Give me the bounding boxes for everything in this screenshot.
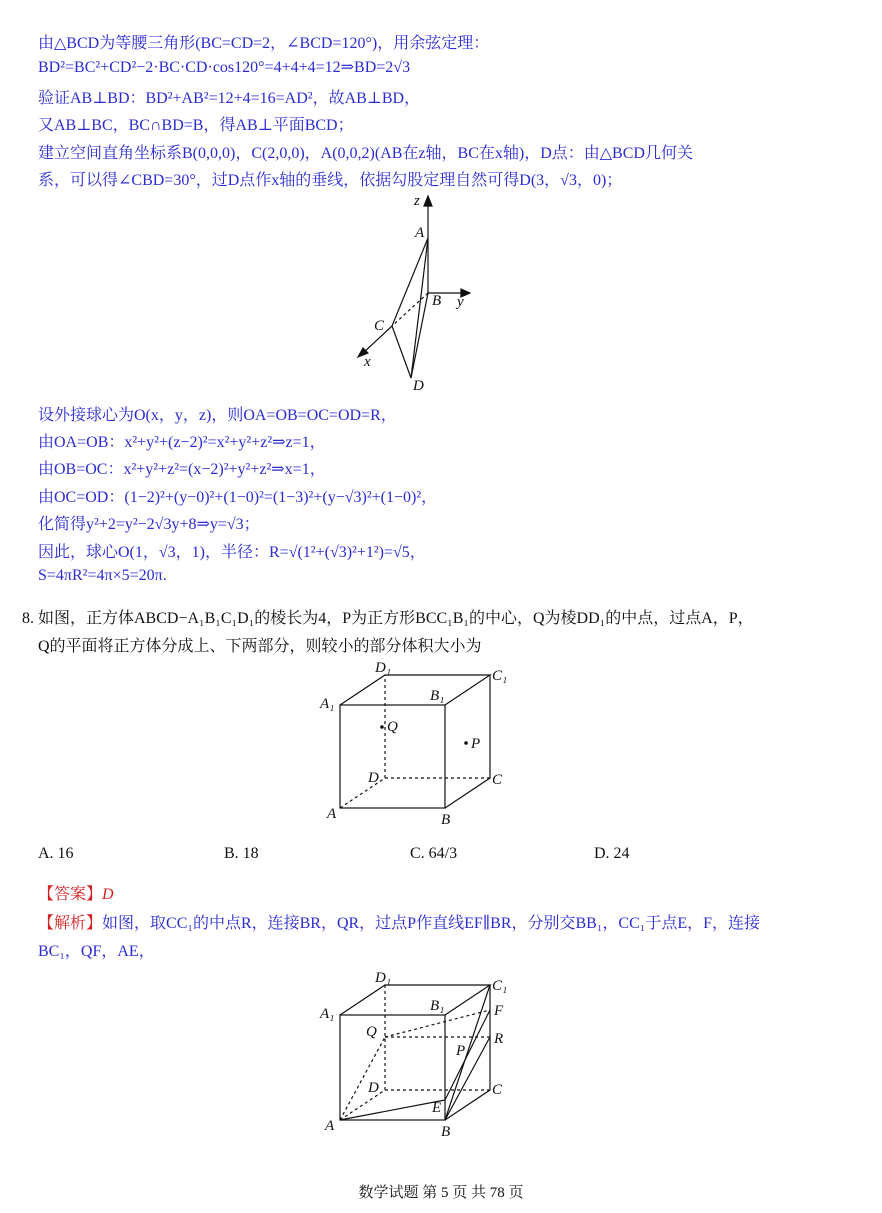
point-label: C₁ — [492, 978, 508, 994]
option-c: C. 64/3 — [410, 845, 458, 862]
point-label: A₁ — [320, 1006, 335, 1022]
point-label: D₁ — [375, 970, 392, 986]
analysis-line — [38, 910, 760, 933]
point-label: D₁ — [375, 660, 392, 676]
question-text: 8. 如图，正方体ABCD−A₁B₁C₁D₁的棱长为4，P为正方形BCC₁B₁的中心，Q为棱DD₁的中点，过点A，P， — [22, 610, 754, 627]
axis-y-label: y — [457, 294, 464, 310]
point-label: D — [368, 1080, 379, 1096]
point-label: D — [368, 770, 379, 786]
point-label: F — [494, 1003, 504, 1019]
point-label: Q — [387, 719, 398, 735]
solution-line: 设外接球心为O(x，y，z)，则OA=OB=OC=OD=R， — [38, 407, 397, 424]
question-text: Q的平面将正方体分成上、下两部分，则较小的部分体积大小为 — [38, 638, 482, 655]
point-label: Q — [366, 1024, 377, 1040]
option-b: B. 18 — [224, 845, 259, 862]
solution-line: 验证AB⊥BD：BD²+AB²=12+4=16=AD²，故AB⊥BD， — [38, 90, 421, 107]
solution-line: 因此，球心O(1，√3，1)，半径：R=√(1²+(√3)²+1²)=√5， — [38, 544, 426, 561]
point-label: B₁ — [430, 688, 445, 704]
analysis-label: 【解析】 — [38, 915, 103, 932]
point-label: C — [492, 1082, 503, 1098]
point-label: A — [325, 1118, 335, 1134]
point-label: A₁ — [320, 696, 335, 712]
solution-line: 由△BCD为等腰三角形(BC=CD=2，∠BCD=120°)，用余弦定理： — [38, 35, 490, 52]
option-d: D. 24 — [594, 845, 630, 862]
point-label: A — [415, 225, 425, 241]
axis-z-label: z — [414, 193, 420, 209]
analysis-line: BC₁，QF，AE， — [38, 943, 155, 960]
solution-line: 系，可以得∠CBD=30°，过D点作x轴的垂线，依据勾股定理自然可得D(3，√3，0)； — [38, 172, 623, 189]
solution-line: 由OC=OD：(1−2)²+(y−0)²+(1−0)²=(1−3)²+(y−√3)²+(1−0)²， — [38, 489, 438, 506]
point-label: A — [327, 806, 337, 822]
point-label: B — [432, 293, 442, 309]
solution-line: 又AB⊥BC，BC∩BD=B，得AB⊥平面BCD； — [38, 117, 354, 134]
solution-line: 由OA=OB：x²+y²+(z−2)²=x²+y²+z²⇒z=1， — [38, 434, 326, 451]
point-label: R — [494, 1031, 504, 1047]
point-label: B — [441, 1124, 451, 1140]
solution-line: S=4πR²=4π×5=20π. — [38, 567, 167, 584]
point-label: C₁ — [492, 668, 508, 684]
option-a: A. 16 — [38, 845, 74, 862]
point-label: D — [413, 378, 424, 394]
point-label: E — [432, 1100, 442, 1116]
answer-line — [38, 881, 114, 904]
point-label: P — [471, 736, 481, 752]
point-label: C — [374, 318, 385, 334]
solution-line: 由OB=OC：x²+y²+z²=(x−2)²+y²+z²⇒x=1， — [38, 461, 326, 478]
point-label: P — [456, 1043, 466, 1059]
solution-line: 建立空间直角坐标系B(0,0,0)，C(2,0,0)，A(0,0,2)(AB在z轴，BC在x轴)，D点：由△BCD几何关 — [38, 145, 693, 162]
answer-value: D — [102, 886, 114, 903]
point-label: B — [441, 812, 451, 828]
answer-label: 【答案】 — [38, 886, 103, 903]
solution-line: 化简得y²+2=y²−2√3y+8⇒y=√3； — [38, 516, 260, 533]
analysis-text: 如图，取CC₁的中点R，连接BR，QR，过点P作直线EF∥BR，分别交BB₁，CC₁于点E，F，连接 — [102, 915, 761, 932]
solution-line: BD²=BC²+CD²−2·BC·CD·cos120°=4+4+4=12⇒BD=2√3 — [38, 59, 411, 76]
point-label: B₁ — [430, 998, 445, 1014]
page-footer: 数学试题 第 5 页 共 78 页 — [358, 1185, 524, 1201]
point-label: C — [492, 772, 503, 788]
axis-x-label: x — [364, 354, 371, 370]
